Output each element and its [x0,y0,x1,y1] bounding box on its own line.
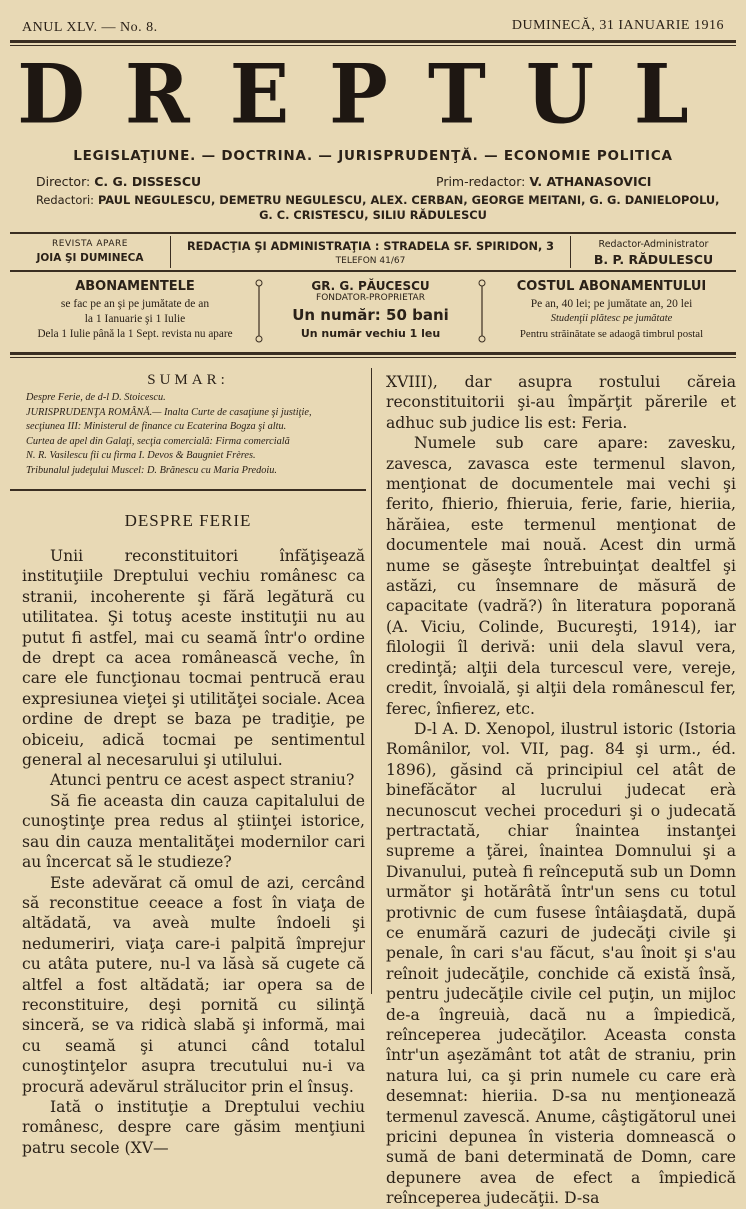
article-paragraph: Numele sub care apare: zavesku, zavesca, zavasca este termenul slavon, menţionat de documentele mai vechi şi ferito, fhierio, fhieruia, ferie, farie, hieriia, hărăiea, este termenul menţionat de documentele mai nouă. Acest din urmă nume se găseşte întrebuinţat dealtfel şi astăzi, cu însemnare de măsură de capacitate (vadră?) în literatura poporană (A. Viciu, Colinde, Bucureşti, 1914), iar filologii îl derivă: unii dela slavul vera, credinţă; alţii dela turcescul vere, vereje, credit, învoială, şi alţii dela românescul fer, ferec, înfierez, etc. [386,434,736,718]
infobar-top-rule [10,232,736,234]
sumar-entries [26,391,362,478]
redactori-line [36,193,720,207]
article-paragraph: D-l A. D. Xenopol, ilustrul istoric (Istoria Românilor, vol. VII, pag. 84 şi urm., éd. 1896), găsind că principiul cel atât de binefăcător al lucrului judecat erà necunoscut vechei proceduri şi o judecată pertractată, chiar înaintea instanţei supreme a ţărei, înaintea Domnului şi a Divanului, puteà fi reîncepută sub un Domn următor şi hotărâtă într'un sens cu totul protivnic de cum fusese întâiaşdată, după ce enumără cazuri de judecăţi civile şi penale, în cari s'au făcut, s'au înoit şi s'au reînoit judecăţile, conchide că există însă, pentru judecăţile civile cel puţin, un mijloc de-a îngreuià, dacă nu a împiedică, reînceperea judecăţilor. Aceasta consta într'un aşezământ tot atât de straniu, prin natura lui, ca şi prin numele cu care erà desemnat: hieriia. D-sa nu menţionează termenul zavescă. Anume, câştigătorul unei pricini depunea în visteria domnească o sumă de bani determinată de Domn, care depunere avea de efect a împiedică reînceperea judecăţii. D-sa [386,719,736,1208]
article-paragraph: Atunci pentru ce acest aspect straniu? [50,771,355,790]
abonamente-line-2: la 1 Ianuarie şi 1 Iulie [84,313,186,325]
telefon: TELEFON 41/67 [335,256,406,266]
column-divider [371,368,372,994]
old-issue-price: Un număr vechiu 1 leu [300,327,441,340]
article-left-column [22,546,365,1158]
costul-title: COSTUL ABONAMENTULUI [516,279,707,294]
director-name: C. G. DISSESCU [94,174,202,189]
director-label: Director: [36,174,91,189]
costul-line-1: Pe an, 40 lei; pe jumătate an, 20 lei [530,298,693,310]
issue-price: Un număr: 50 bani [292,306,449,324]
apare-label: REVISTA APARE [52,239,128,249]
ornament-divider-right [477,278,487,344]
ornament-divider-left [254,278,264,344]
issue-number: ANUL XLV. — No. 8. [22,20,158,35]
redactori-label: Redactori: [36,193,95,207]
article-paragraph: Este adevărat că omul de azi, cercând să reconstitue ceeace a fost în viaţa de altădată, va aveà multe îndoeli şi nedumeriri, viaţa care-i palpită împrejur cu atâta putere, nu-l va lăsà să cugete că altfel a fost altădată; iar opera sa de reconstituire, deşi pornită cu silinţă sinceră, se va ridicà slabă şi informă, mai cu seamă şi atunci când totalul cunoştinţelor asupra trecutului nu-i va procură adevărul strălucitor prin el însuş. [22,873,365,1096]
sumar-entry: Curtea de apel din Galaţi, secţia comercială: Firma comercială [26,435,290,447]
article-title: DESPRE FERIE [124,511,252,530]
founder-role: FONDATOR-PROPRIETAR [316,293,425,303]
abonamente-line-3: Dela 1 Iulie până la 1 Sept. revista nu apare [37,328,233,340]
admin-label: Redactor-Administrator [598,239,709,250]
sumar-bottom-rule [10,489,366,491]
article-paragraph: Unii reconstituitori înfăţişează instituţiile Dreptului vechiu românesc ca stranii, incoherente şi fără legătură cu utilitatea. Şi totuş aceste instituţii nu au putut fi astfel, mai cu seamă într'o ordine de drept ca acea românească veche, în care ele funcţionau tocmai pentrucă erau expresiunea vieţei şi utilităţei sociale. Acea ordine de drept se baza pe tradiţie, pe obiceiu, adică tocmai pe sentimentul general al necesarului şi utilului. [22,547,365,770]
prim-redactor-line [436,174,651,189]
sumar-entry: Despre Ferie, de d-l D. Stoicescu. [26,392,166,403]
costul-line-2: Studenţii plătesc pe jumătate [550,313,673,324]
costul-line-3: Pentru străinătate se adaogă timbrul postal [519,328,704,340]
abonamente-title: ABONAMENTELE [75,279,195,294]
article-paragraph: Să fie aceasta din cauza capitalului de cunoştinţe prea redus al ştiinţei istorice, sau din cauza mentalităţei modernilor cari au încercat să le studieze? [22,791,365,872]
subscriptions-bottom-rule [10,352,736,355]
article-paragraph: XVIII), dar asupra rostului căreia reconstituitorii şi-au împărţit părerile et adhuc sub judice lis est: Feria. [386,373,736,432]
subscriptions-bottom-rule-thin [10,357,736,358]
article-paragraph: Iată o instituţie a Dreptului vechiu românesc, despre care găsim menţiuni patru secole (XV— [22,1097,365,1157]
sumar-title: SUMAR: [147,372,229,388]
director-line [36,174,201,189]
redactori-names-1: PAUL NEGULESCU, DEMETRU NEGULESCU, ALEX. CERBAN, GEORGE MEITANI, G. G. DANIELOPOLU, [97,193,720,207]
top-rule [10,40,736,43]
sumar-entry: Tribunalul judeţului Muscel: D. Brănescu cu Maria Predoiu. [26,464,278,476]
masthead-title: DREPTUL [17,46,729,143]
admin-name: B. P. RĂDULESCU [593,252,714,267]
sumar-entry: secţiunea III: Ministerul de finance cu Ecaterina Bogza şi altu. [26,421,287,432]
infobar-bottom-rule [10,270,736,272]
prim-redactor-name: V. ATHANASOVICI [529,174,652,189]
redactori-names-2: G. C. CRISTESCU, SILIU RĂDULESCU [259,208,487,222]
sumar-entry: JURISPRUDENŢA ROMÂNĂ.— Inalta Curte de casaţiune şi justiţie, [26,406,312,418]
article-right-column [386,372,736,1209]
apare-days: JOIA ŞI DUMINECA [36,252,144,264]
issue-date: DUMINECĂ, 31 IANUARIE 1916 [511,18,724,33]
redactia-address: REDACŢIA ŞI ADMINISTRAŢIA : STRADELA SF. SPIRIDON, 3 [186,240,555,253]
masthead-subtitle: LEGISLAŢIUNE. — DOCTRINA. — JURISPRUDENŢĂ. — ECONOMIE POLITICA [73,148,673,164]
abonamente-line-1: se fac pe an şi pe jumătate de an [60,298,210,310]
sumar-entry: N. R. Vasilescu fii cu firma I. Devos & Baugniet Frères. [26,450,256,461]
prim-redactor-label: Prim-redactor: [436,174,526,189]
founder-name: GR. G. PĂUCESCU [311,279,430,293]
